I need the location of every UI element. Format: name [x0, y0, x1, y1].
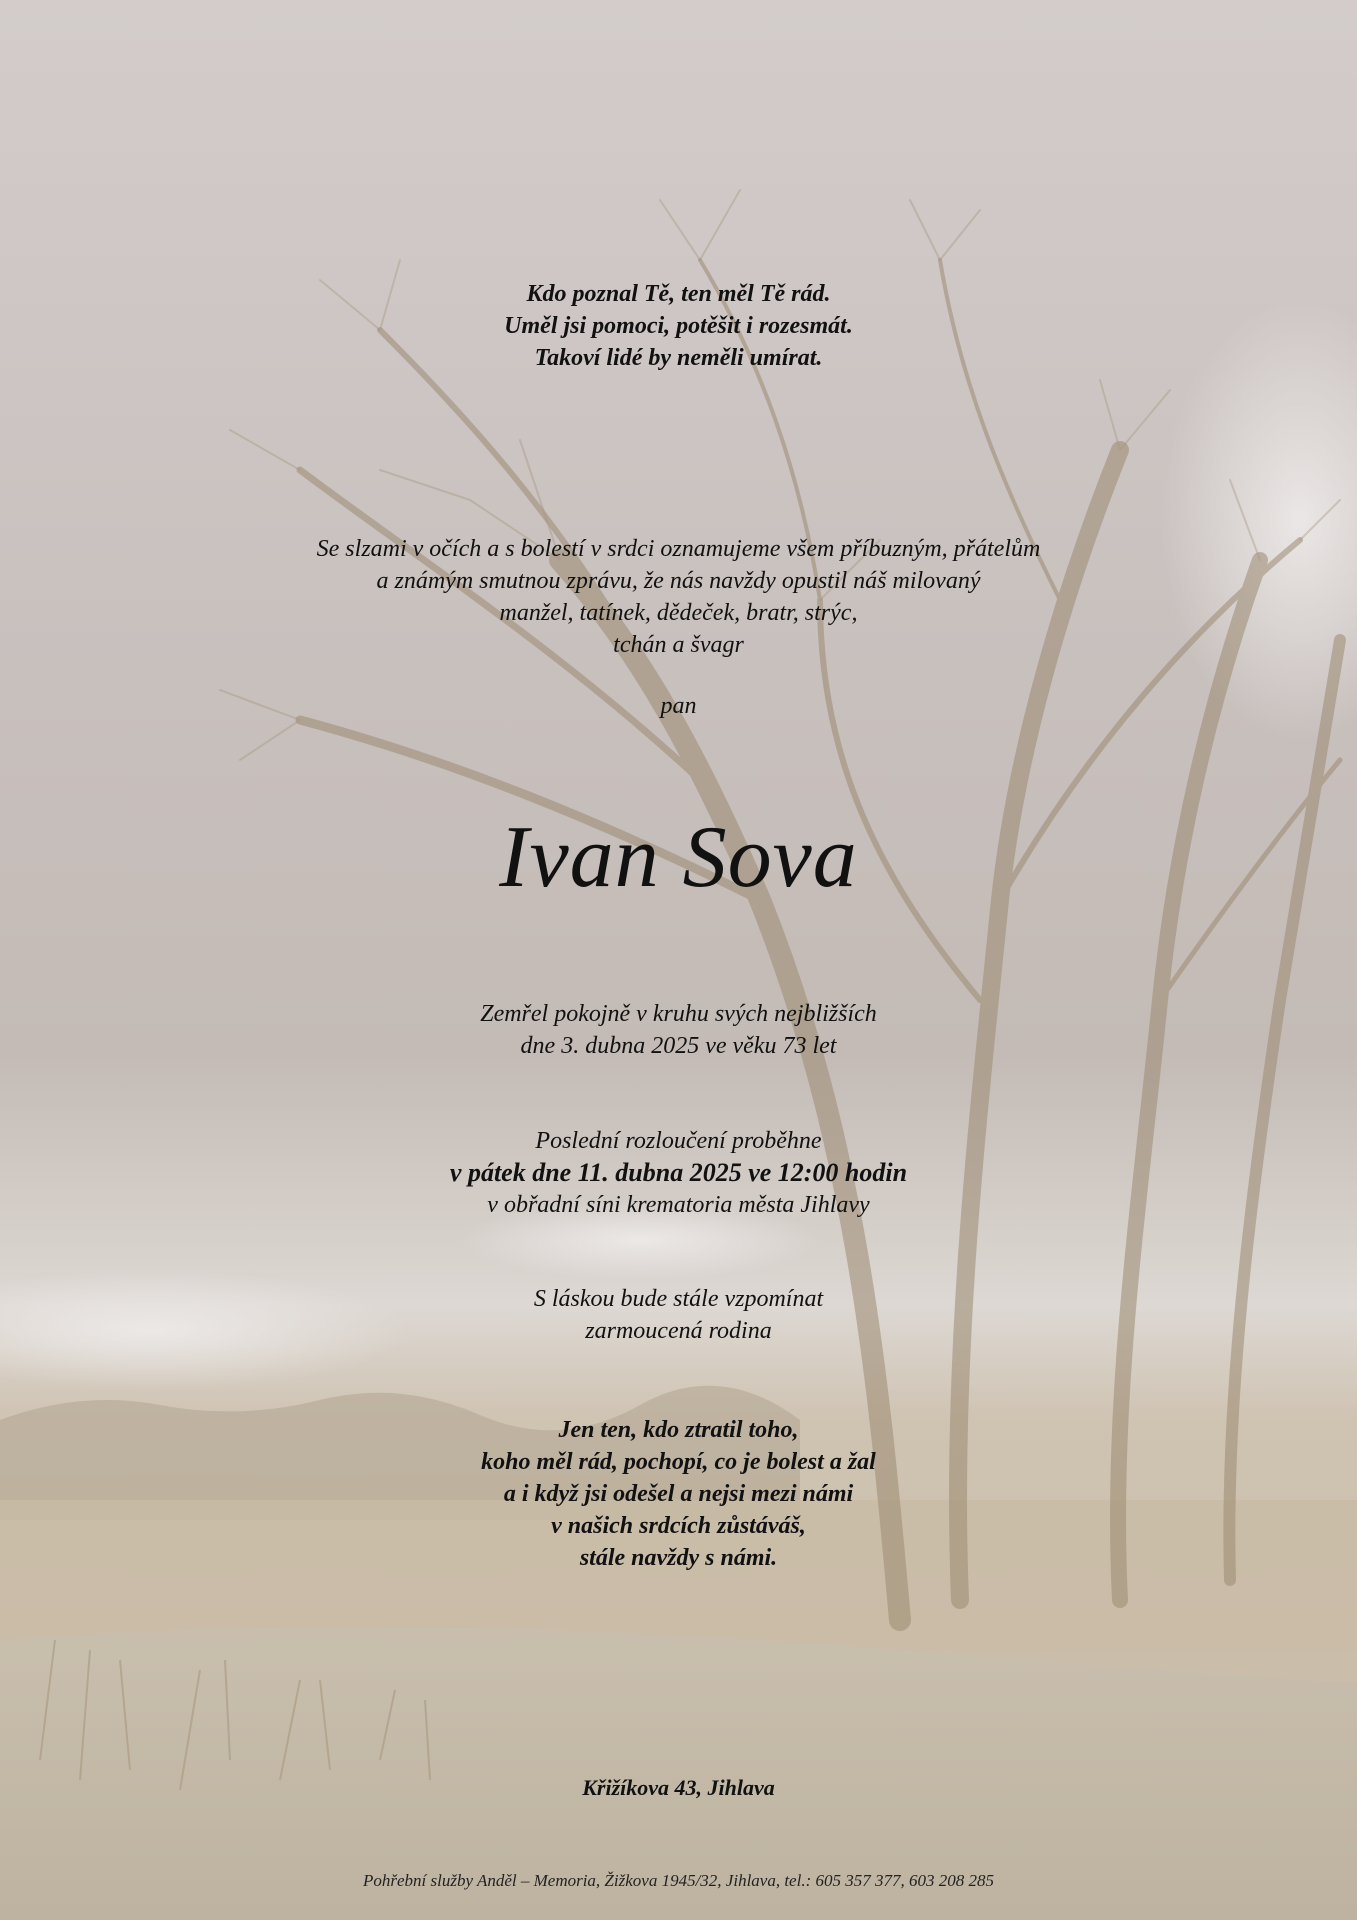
death-info-line: dne 3. dubna 2025 ve věku 73 let [520, 1033, 837, 1059]
closing-verse [0, 1414, 1357, 1574]
funeral-place: v obřadní síni krematoria města Jihlavy [487, 1192, 870, 1218]
announcement-line: Se slzami v očích a s bolestí v srdci oznamujeme všem příbuzným, přátelům [316, 536, 1041, 562]
motto-line: Uměl jsi pomoci, potěšit i rozesmát. [504, 313, 853, 339]
family-signature [0, 1283, 1357, 1347]
verse-line: stále navždy s námi. [579, 1545, 778, 1571]
death-info [0, 998, 1357, 1062]
deceased-name: Ivan Sova [499, 809, 858, 906]
motto-line: Takoví lidé by neměli umírat. [534, 345, 823, 371]
funeral-info [0, 1125, 1357, 1221]
funeral-service-footer: Pohřební služby Anděl – Memoria, Žižkova 1945/32, Jihlava, tel.: 605 357 377, 603 208 285 [363, 1871, 994, 1890]
funeral-intro: Poslední rozloučení proběhne [535, 1128, 822, 1154]
funeral-datetime: v pátek dne 11. dubna 2025 ve 12:00 hodin [449, 1158, 908, 1187]
motto-line: Kdo poznal Tě, ten měl Tě rád. [526, 281, 831, 307]
verse-line: v našich srdcích zůstáváš, [551, 1513, 806, 1539]
opening-motto [0, 278, 1357, 374]
verse-line: a i když jsi odešel a nejsi mezi námi [503, 1481, 854, 1507]
family-address: Křižíkova 43, Jihlava [582, 1775, 775, 1800]
family-line: S láskou bude stále vzpomínat [533, 1286, 824, 1312]
announcement-text [0, 533, 1357, 661]
verse-line: Jen ten, kdo ztratil toho, [558, 1417, 799, 1443]
announcement-line: a známým smutnou zprávu, že nás navždy opustil náš milovaný [376, 568, 981, 594]
death-info-line: Zemřel pokojně v kruhu svých nejbližších [480, 1001, 877, 1027]
announcement-line: manžel, tatínek, dědeček, bratr, strýc, [499, 600, 858, 626]
family-line: zarmoucená rodina [585, 1318, 772, 1344]
verse-line: koho měl rád, pochopí, co je bolest a žal [481, 1449, 876, 1475]
honorific: pan [660, 693, 697, 719]
announcement-line: tchán a švagr [613, 632, 744, 658]
